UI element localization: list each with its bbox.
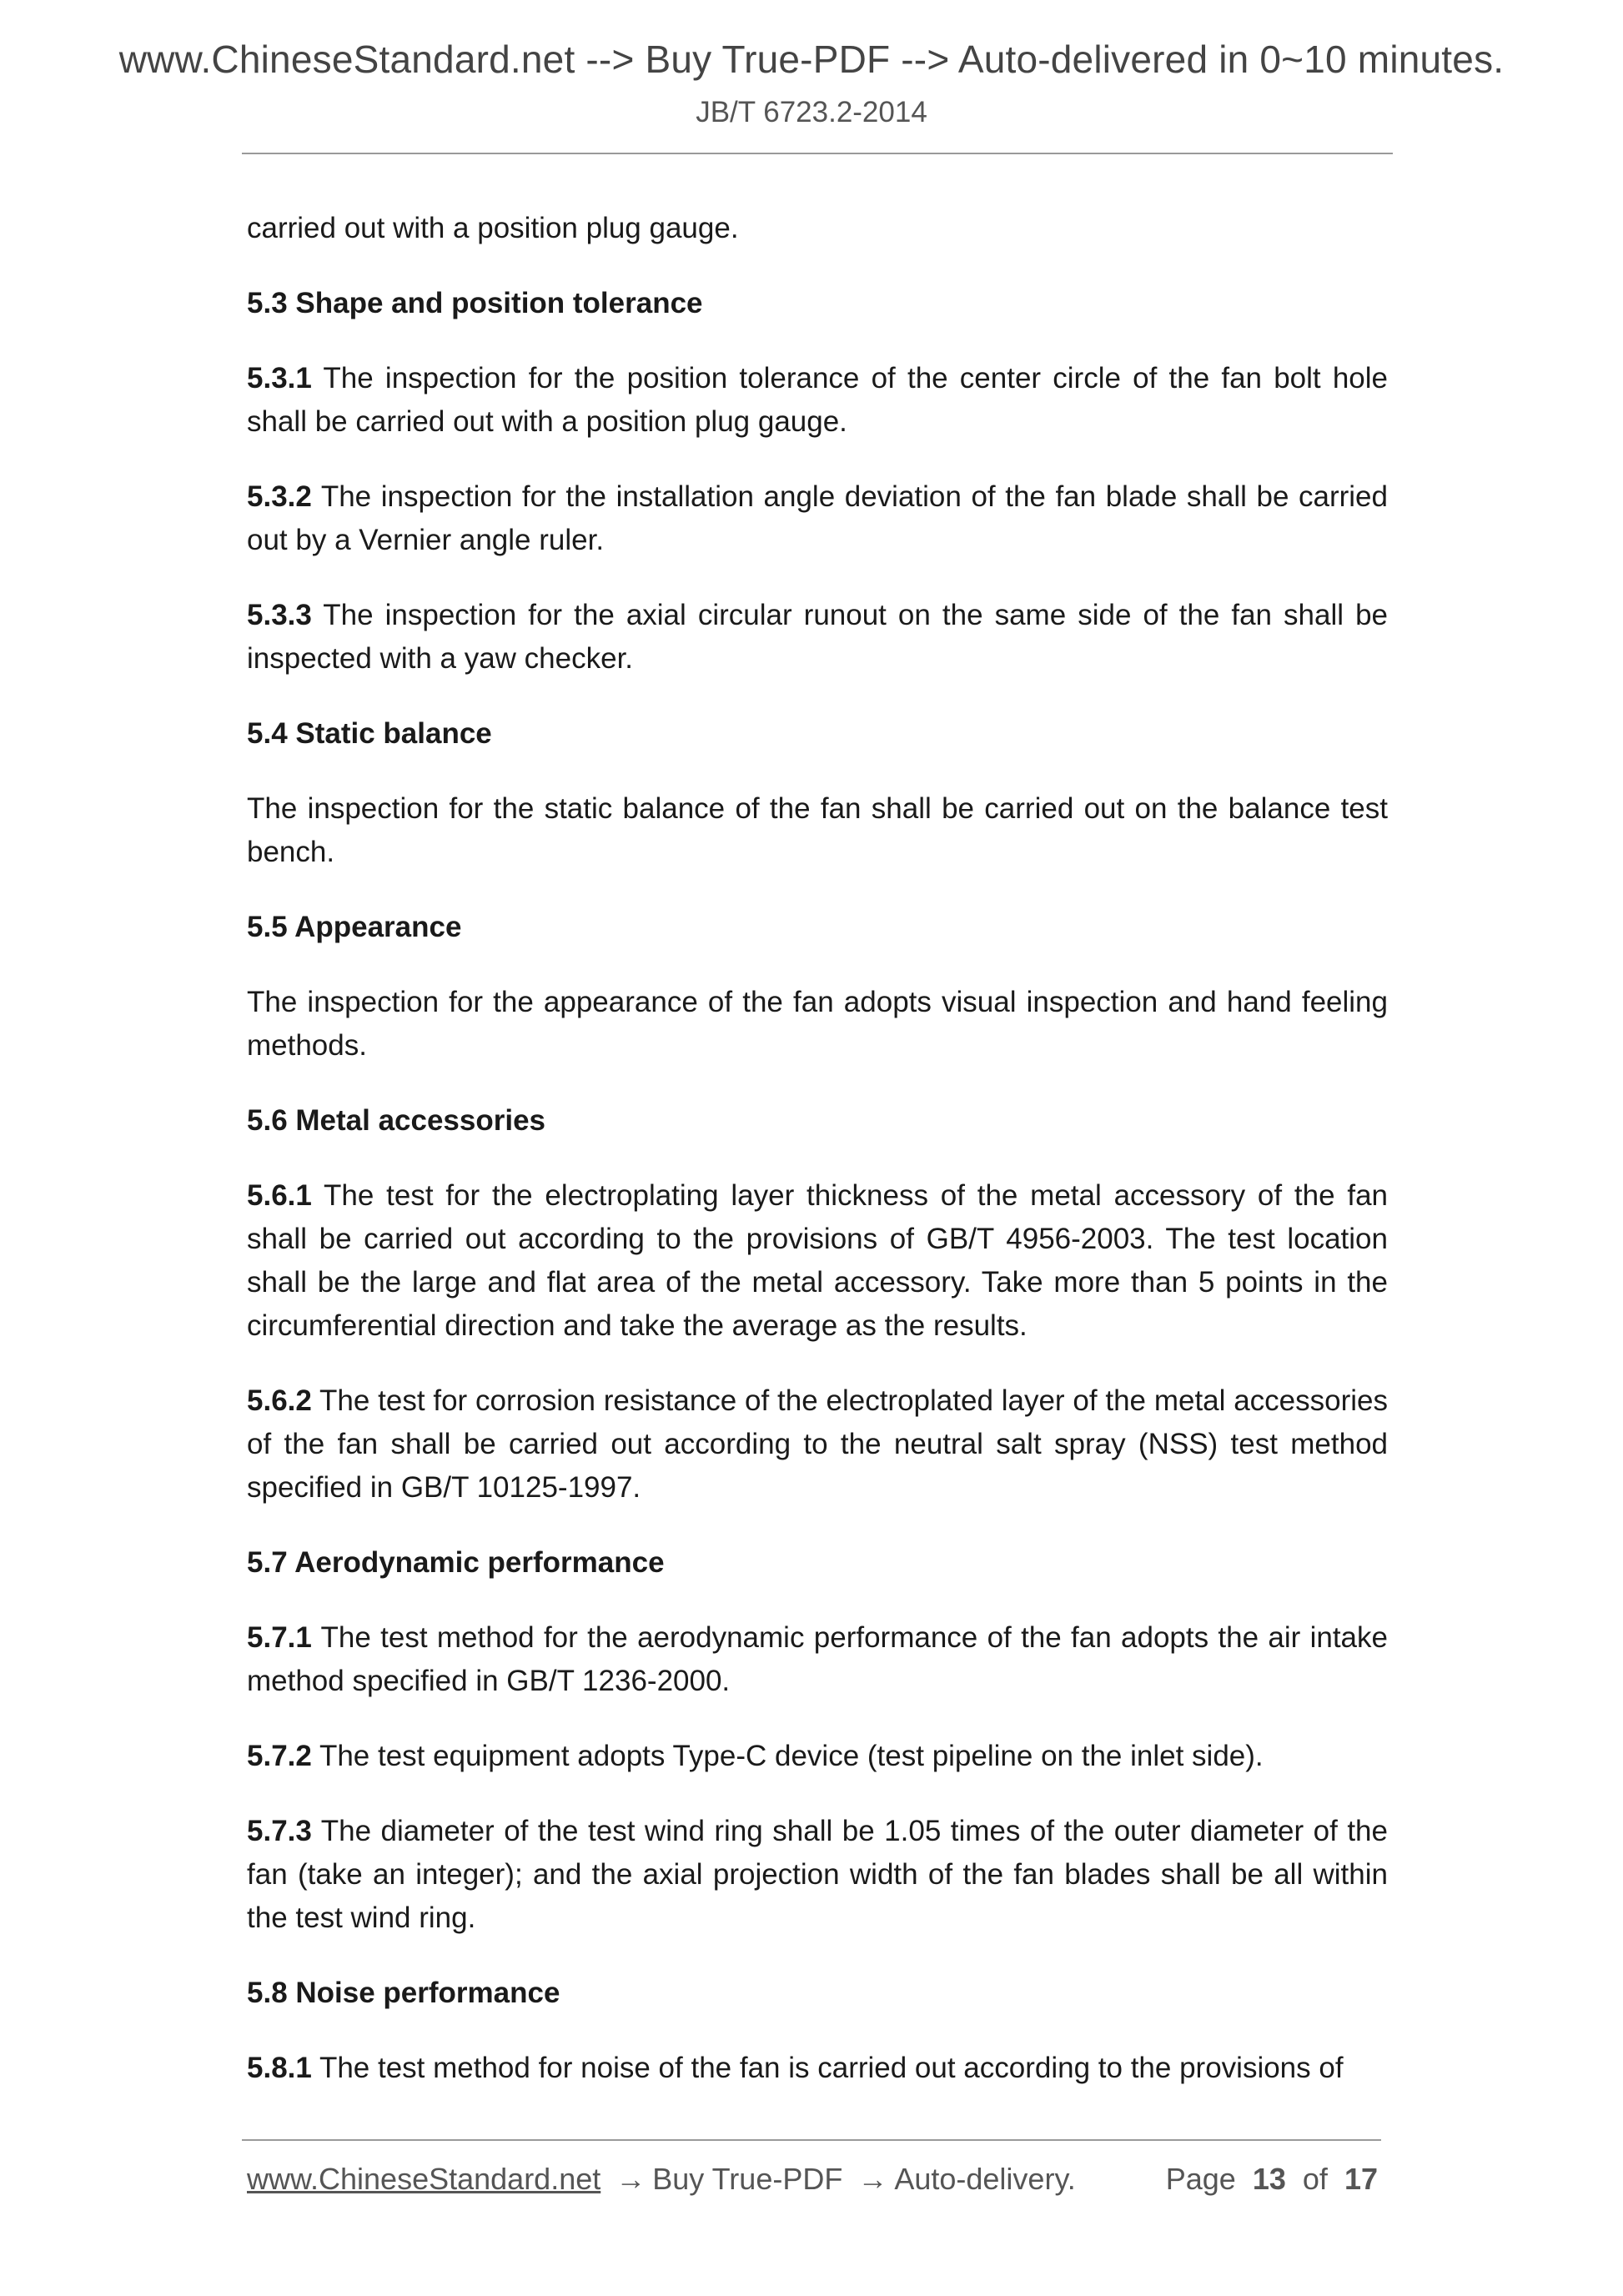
clause-text: The inspection for the position tolerance of the center circle of the fan bolt hole shall be carried out with a position plug gauge.: [247, 362, 1388, 438]
page-label: Page: [1165, 2162, 1236, 2196]
page-footer: [247, 2162, 1378, 2203]
footer-buy-text: Buy True-PDF: [652, 2162, 843, 2196]
clause-number: 5.7.3: [247, 1815, 312, 1847]
section-heading-5-4: 5.4 Static balance: [247, 717, 492, 750]
paragraph-static-balance: The inspection for the static balance of the fan shall be carried out on the balance test bench.: [247, 792, 1388, 868]
section-heading-5-7: 5.7 Aerodynamic performance: [247, 1546, 665, 1579]
section-heading-5-8: 5.8 Noise performance: [247, 1977, 560, 2009]
document-body: [247, 207, 1388, 2122]
clause-number: 5.8.1: [247, 2052, 312, 2084]
footer-delivery-text: Auto-delivery.: [894, 2162, 1076, 2196]
clause-number: 5.3.2: [247, 480, 312, 513]
clause-5-7-2: [247, 1735, 1388, 1778]
clause-number: 5.3.1: [247, 362, 312, 394]
page-indicator: [1166, 2162, 1378, 2197]
clause-number: 5.6.2: [247, 1384, 312, 1417]
clause-text: The test for corrosion resistance of the electroplated layer of the metal accessories of the fan shall be carried out according to the neutral salt spray (NSS) test method specified in GB/T 10125-1997.: [247, 1384, 1388, 1504]
clause-number: 5.3.3: [247, 599, 312, 631]
section-heading-5-3: 5.3 Shape and position tolerance: [247, 287, 703, 319]
clause-5-7-1: [247, 1616, 1388, 1703]
clause-5-7-3: [247, 1810, 1388, 1940]
clause-text: The test method for noise of the fan is carried out according to the provisions of: [311, 2052, 1344, 2084]
clause-5-8-1: [247, 2047, 1388, 2090]
clause-text: The test method for the aerodynamic performance of the fan adopts the air intake method specified in GB/T 1236-2000.: [247, 1621, 1388, 1697]
footer-links: [247, 2162, 1076, 2197]
clause-text: The inspection for the axial circular runout on the same side of the fan shall be inspected with a yaw checker.: [247, 599, 1388, 675]
clause-text: The test for the electroplating layer thickness of the metal accessory of the fan shall be carried out according to the provisions of GB/T 4956-2003. The test location shall be the large and flat area of the metal accessory. Take more than 5 points in the circumferential direction and take the average as the results.: [247, 1179, 1388, 1342]
clause-number: 5.7.1: [247, 1621, 312, 1654]
arrow-right-icon: →: [857, 2162, 888, 2196]
clause-text: The diameter of the test wind ring shall be 1.05 times of the outer diameter of the fan (take an integer); and the axial projection width of the fan blades shall be all within the test wind ring.: [247, 1815, 1388, 1934]
clause-5-3-3: [247, 594, 1388, 681]
document-code: JB/T 6723.2-2014: [696, 96, 927, 128]
section-heading-5-6: 5.6 Metal accessories: [247, 1104, 546, 1137]
clause-text: The inspection for the installation angle deviation of the fan blade shall be carried out by a Vernier angle ruler.: [247, 480, 1388, 556]
clause-5-6-2: [247, 1379, 1388, 1510]
paragraph-continuation: carried out with a position plug gauge.: [247, 212, 739, 244]
clause-number: 5.7.2: [247, 1740, 312, 1772]
footer-site-link[interactable]: www.ChineseStandard.net: [247, 2162, 601, 2196]
page-current: 13: [1252, 2162, 1286, 2196]
clause-text: The test equipment adopts Type-C device (test pipeline on the inlet side).: [311, 1740, 1264, 1772]
clause-5-3-2: [247, 475, 1388, 562]
of-label: of: [1302, 2162, 1328, 2196]
clause-5-3-1: [247, 357, 1388, 444]
section-heading-5-5: 5.5 Appearance: [247, 911, 462, 943]
clause-5-6-1: [247, 1174, 1388, 1348]
page-total: 17: [1344, 2162, 1378, 2196]
header-divider: [242, 153, 1393, 154]
top-banner[interactable]: www.ChineseStandard.net --> Buy True-PDF --> Auto-delivered in 0~10 minutes.: [118, 38, 1505, 81]
clause-number: 5.6.1: [247, 1179, 312, 1212]
paragraph-appearance: The inspection for the appearance of the fan adopts visual inspection and hand feeling methods.: [247, 986, 1388, 1062]
footer-divider: [242, 2139, 1381, 2141]
arrow-right-icon: →: [616, 2162, 646, 2196]
